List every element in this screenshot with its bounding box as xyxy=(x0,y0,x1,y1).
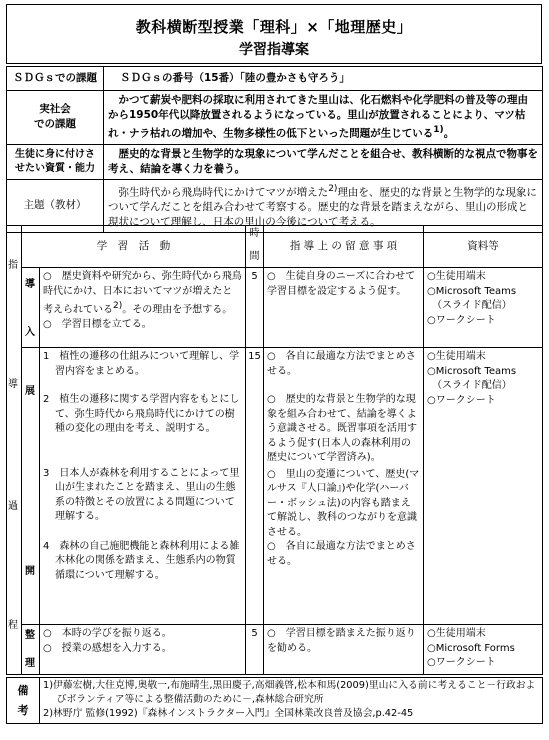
develop-materials xyxy=(424,348,543,625)
wrap-activity-cell xyxy=(40,625,246,675)
reference-1: 1)伊藤宏樹,大住克博,奥敬一,布施晴生,黒田慶子,高畑義啓,松本和馬(2009)里山に入る前に考えること－行政およびボランティア等による整備活動のために－,森林総合研究所 xyxy=(43,680,536,705)
develop-material-1: ○生徒用端末 xyxy=(427,351,486,362)
intro-activity-c: ○ 学習目標を立てる。 xyxy=(43,318,152,330)
wrap-material-1: ○生徒用端末 xyxy=(427,628,486,639)
theme-label: 主題（教材） xyxy=(23,199,87,212)
ability-label-cell xyxy=(7,144,104,179)
notes-header xyxy=(264,226,424,268)
issue-footnote: 1) xyxy=(433,125,444,135)
activity-header-label: 学 習 活 動 xyxy=(96,240,171,253)
remarks-table xyxy=(6,677,543,724)
activity-header xyxy=(22,226,246,268)
develop-material-2: ○Microsoft Teams xyxy=(427,365,517,377)
sdgs-value-cell xyxy=(104,67,543,91)
develop-note-1: ○ 各自に最適な方法でまとめさせる。 xyxy=(267,351,416,377)
wrap-material-3: ○ワークシート xyxy=(427,657,496,668)
intro-activity-b: 。その理由を予想する。 xyxy=(122,304,233,316)
document-subtitle: 学習指導案 xyxy=(239,42,309,58)
time-header-2: 間 xyxy=(249,251,260,262)
develop-label-2: 開 xyxy=(25,566,35,577)
wrap-activity-a: ○ 本時の学びを振り返る。 xyxy=(43,628,172,639)
process-label-3: 程 xyxy=(8,620,18,631)
intro-label-2: 入 xyxy=(25,327,35,338)
develop-notes-cell xyxy=(264,348,424,625)
process-column xyxy=(7,226,22,675)
issue-cell xyxy=(104,91,543,145)
reference-2: 2)林野庁 監修(1992)『森林インストラクター入門』全国林業改良普及協会,p.42-45 xyxy=(43,708,414,719)
intro-activity-a: ○ 歴史資料や研究から、弥生時代から飛鳥時代にかけ、日本においてマツが増えたと考えられている xyxy=(43,271,242,316)
sdgs-label: ＳＤＧｓでの課題 xyxy=(13,72,97,84)
develop-activity-cell xyxy=(40,348,246,625)
remarks-label-1: 備 xyxy=(17,683,29,697)
process-label-2: 過 xyxy=(8,501,18,512)
develop-activity-1: 1 植性の遷移の仕組みについて理解し、学習内容をまとめる。 xyxy=(43,351,240,377)
process-label-top: 指 xyxy=(8,260,18,271)
issue-end: 。 xyxy=(443,127,455,140)
develop-activity-3: 3 日本人が森林を利用することによって里山が生まれたことを踏まえ、里山の生態系の特徴とその放置による問題について理解する。 xyxy=(43,467,240,522)
ability-cell xyxy=(104,144,543,179)
issue-label-1: 実社会 xyxy=(39,103,71,116)
time-header-1: 時 xyxy=(249,228,260,239)
intro-note: ○ 生徒自身のニーズに合わせて学習目標を設定するよう促す。 xyxy=(264,268,424,348)
develop-note-2: ○ 歴史的な背景と生物学的な現象を組み合わせて、結論を導くよう意識させる。既習事項を活用するよう促す(日本人の森林利用の歴史について学習済み)。 xyxy=(267,394,417,463)
develop-material-4: ○ワークシート xyxy=(427,394,496,406)
lesson-table xyxy=(6,225,543,675)
develop-note-4: ○ 各自に最適な方法でまとめさせる。 xyxy=(267,541,416,567)
theme-footnote: 2) xyxy=(328,183,338,194)
wrap-material-2: ○Microsoft Forms xyxy=(427,642,515,654)
intro-time: 5 xyxy=(246,268,264,348)
intro-stage-label xyxy=(22,268,40,348)
time-header xyxy=(246,226,264,268)
ability-label-1: 生徒に身に付けさ xyxy=(15,148,95,160)
ability-text: 歴史的な背景と生物学的な現象について学んだことを組合せ、教科横断的な視点で物事を考え、結論を導く力を養う。 xyxy=(108,147,538,175)
intro-footnote: 2) xyxy=(113,301,123,311)
theme-text-2: 理由を、歴史的な背景と生物学的な現象について学んだことを組み合わせて考察する。歴史的な背景を踏まえながら、里山の形成と現状について理解し、日本の里山の今後について考える。 xyxy=(108,186,537,228)
develop-note-3: ○ 里山の変遷について、歴史(マルサス『人口論』)や化学(ハーバー・ボッシュ法)の内容も踏まえて解説し、教科のつながりを意識させる。 xyxy=(267,468,420,538)
wrap-materials xyxy=(424,625,543,675)
wrap-label-1: 整 xyxy=(25,630,35,641)
issue-label-2: での課題 xyxy=(34,118,76,131)
develop-time: 15 xyxy=(246,348,264,625)
wrap-time: 5 xyxy=(246,625,264,675)
ability-label-2: せたい資質・能力 xyxy=(15,162,95,174)
wrap-note: ○ 学習目標を踏まえた振り返りを勧める。 xyxy=(264,625,424,675)
materials-header-label: 資料等 xyxy=(467,240,499,253)
wrap-label-2: 理 xyxy=(25,658,35,669)
document-title: 教科横断型授業「理科」×「地理歴史」 xyxy=(135,18,413,36)
intro-material-3: （スライド配信） xyxy=(427,300,512,311)
intro-activity-cell xyxy=(40,268,246,348)
intro-label-1: 導 xyxy=(25,279,35,290)
title-box xyxy=(6,4,542,64)
develop-activity-4: 4 森林の自己施肥機能と森林利用による雑木林化の関係を踏まえ、生態系内の物質循環について理解する。 xyxy=(43,540,240,581)
wrap-stage-label xyxy=(22,625,40,675)
remarks-label-cell xyxy=(7,678,40,724)
intro-material-2: ○Microsoft Teams xyxy=(427,285,517,297)
issue-label-cell xyxy=(7,91,104,145)
develop-activity-2: 2 植生の遷移に関する学習内容をもとにして、弥生時代から飛鳥時代にかけての樹種の変化の理由を考え、説明する。 xyxy=(43,394,240,434)
intro-material-1: ○生徒用端末 xyxy=(427,271,486,282)
notes-header-label: 指 導 上 の 留 意 事 項 xyxy=(289,240,398,253)
intro-materials xyxy=(424,268,543,348)
issue-text: かつて薪炭や肥料の採取に利用されてきた里山は、化石燃料や化学肥料の普及等の理由から1950年代以降放置されるようになっている。里山が放置されることにより、マツ枯れ・ナラ枯れの増加や、生物多様性の低下といった問題が生じている xyxy=(108,94,528,140)
intro-material-4: ○ワークシート xyxy=(427,314,496,326)
sdgs-label-cell xyxy=(7,67,104,91)
sdgs-value: ＳＤＧｓの番号（15番）「陸の豊かさも守ろう」 xyxy=(120,72,350,84)
develop-stage-label xyxy=(22,348,40,625)
theme-text-1: 弥生時代から飛鳥時代にかけてマツが増えた xyxy=(118,186,329,198)
remarks-label-2: 考 xyxy=(17,703,29,717)
wrap-activity-b: ○ 授業の感想を入力する。 xyxy=(43,642,172,654)
develop-material-3: （スライド配信） xyxy=(427,380,512,391)
process-label-1: 導 xyxy=(8,379,18,390)
header-table xyxy=(6,66,543,233)
materials-header xyxy=(424,226,543,268)
remarks-cell xyxy=(40,678,543,724)
develop-label-1: 展 xyxy=(25,386,35,397)
